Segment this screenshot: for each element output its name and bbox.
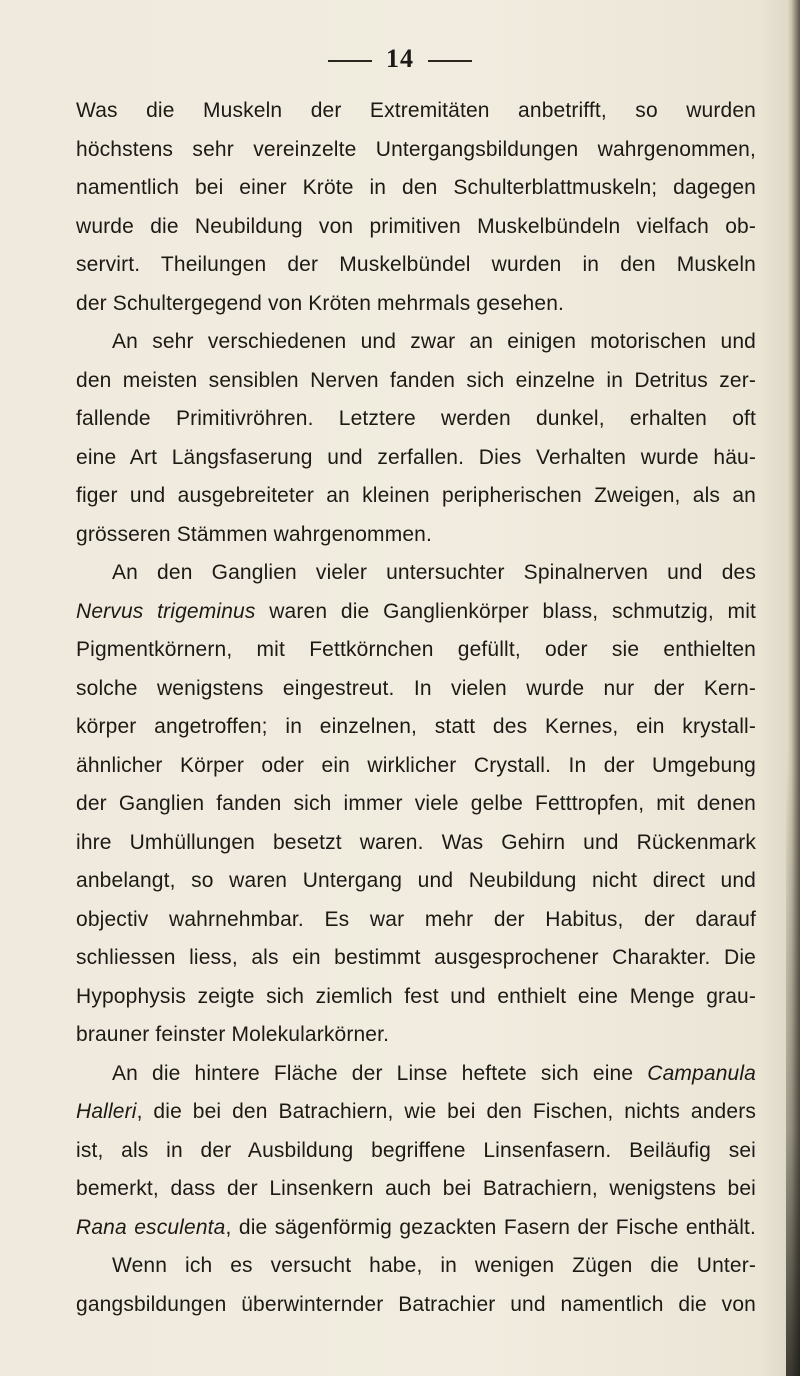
text-segment: der Schultergegend von Kröten mehrmals gesehen.	[76, 291, 565, 315]
text-segment: An den Ganglien vieler untersuchter Spinalnerven und des	[112, 561, 756, 584]
text-line	[76, 362, 756, 401]
text-segment: Hypophysis zeigte sich ziemlich fest und enthielt eine Menge grau-	[76, 984, 756, 1008]
page-number: 14	[386, 44, 414, 73]
header-dash-right	[428, 60, 472, 62]
text-line	[76, 1132, 756, 1171]
page-edge-dark	[786, 756, 800, 1376]
text-segment: den meisten sensiblen Nerven fanden sich einzelne in Detritus zer-	[76, 368, 756, 392]
italic-term: Rana esculenta	[76, 1215, 226, 1239]
text-segment: grösseren Stämmen wahrgenommen.	[76, 522, 432, 546]
text-line	[76, 516, 756, 555]
text-segment: fallende Primitivröhren. Letztere werden dunkel, erhalten oft	[76, 407, 756, 430]
text-segment: Was die Muskeln der Extremitäten anbetrifft, so wurden	[76, 99, 756, 122]
text-line	[76, 169, 756, 208]
text-line	[76, 670, 756, 709]
text-segment: anbelangt, so waren Untergang und Neubildung nicht direct und	[76, 869, 756, 892]
italic-term: Nervus trigeminus	[76, 599, 256, 623]
page-header	[0, 44, 800, 74]
italic-term: Campanula	[647, 1061, 756, 1085]
text-segment: bemerkt, dass der Linsenkern auch bei Batrachiern, wenigstens bei	[76, 1177, 756, 1200]
text-line	[76, 1286, 756, 1325]
text-segment: wurde die Neubildung von primitiven Muskelbündeln vielfach ob-	[76, 214, 756, 238]
text-line	[76, 554, 756, 593]
text-segment: eine Art Längsfaserung und zerfallen. Dies Verhalten wurde häu-	[76, 445, 756, 469]
text-line	[76, 631, 756, 670]
text-segment: der Ganglien fanden sich immer viele gelbe Fetttropfen, mit denen	[76, 792, 756, 815]
text-line	[76, 400, 756, 439]
text-line	[76, 246, 756, 285]
text-line	[76, 131, 756, 170]
text-line	[76, 862, 756, 901]
text-line	[76, 92, 756, 131]
text-line	[76, 285, 756, 324]
text-segment: ähnlicher Körper oder ein wirklicher Crystall. In der Umgebung	[76, 753, 756, 777]
text-line	[76, 1209, 756, 1248]
text-line	[76, 477, 756, 516]
text-segment: , die bei den Batrachiern, wie bei den Fischen, nichts anders	[136, 1100, 756, 1123]
text-segment: objectiv wahrnehmbar. Es war mehr der Habitus, der darauf	[76, 907, 756, 931]
text-line	[76, 323, 756, 362]
text-segment: An sehr verschiedenen und zwar an einigen motorischen und	[112, 330, 756, 353]
text-line	[76, 1016, 756, 1055]
text-line	[76, 208, 756, 247]
text-segment: solche wenigstens eingestreut. In vielen wurde nur der Kern-	[76, 676, 756, 700]
text-line	[76, 978, 756, 1017]
text-segment: schliessen liess, als ein bestimmt ausgesprochener Charakter. Die	[76, 946, 756, 969]
text-segment: figer und ausgebreiteter an kleinen peripherischen Zweigen, als an	[76, 484, 756, 507]
text-line	[76, 1247, 756, 1286]
text-segment: höchstens sehr vereinzelte Untergangsbildungen wahrgenommen,	[76, 137, 756, 161]
text-line	[76, 1093, 756, 1132]
text-line	[76, 824, 756, 863]
text-segment: , die sägenförmig gezackten Fasern der Fische enthält.	[225, 1215, 756, 1239]
header-dash-left	[328, 60, 372, 62]
text-line	[76, 747, 756, 786]
text-line	[76, 1055, 756, 1094]
text-line	[76, 939, 756, 978]
text-segment: namentlich bei einer Kröte in den Schulterblattmuskeln; dagegen	[76, 176, 756, 199]
body-text	[76, 92, 756, 1324]
text-line	[76, 1170, 756, 1209]
text-line	[76, 901, 756, 940]
text-line	[76, 593, 756, 632]
text-segment: ist, als in der Ausbildung begriffene Linsenfasern. Beiläufig sei	[76, 1138, 756, 1162]
text-segment: An die hintere Fläche der Linse heftete sich eine	[112, 1061, 648, 1085]
text-line	[76, 785, 756, 824]
text-line	[76, 439, 756, 478]
text-line	[76, 708, 756, 747]
text-segment: gangsbildungen überwinternder Batrachier und namentlich die von	[76, 1292, 756, 1316]
text-segment: brauner feinster Molekularkörner.	[76, 1023, 390, 1046]
italic-term: Halleri	[76, 1100, 137, 1123]
text-segment: Pigmentkörnern, mit Fettkörnchen gefüllt, oder sie enthielten	[76, 638, 756, 661]
text-segment: körper angetroffen; in einzelnen, statt des Kernes, ein krystall-	[76, 715, 756, 738]
text-segment: waren die Ganglienkörper blass, schmutzig, mit	[255, 599, 756, 623]
text-segment: servirt. Theilungen der Muskelbündel wurden in den Muskeln	[76, 253, 756, 276]
text-segment: Wenn ich es versucht habe, in wenigen Zügen die Unter-	[112, 1254, 756, 1277]
text-segment: ihre Umhüllungen besetzt waren. Was Gehirn und Rückenmark	[76, 830, 756, 854]
